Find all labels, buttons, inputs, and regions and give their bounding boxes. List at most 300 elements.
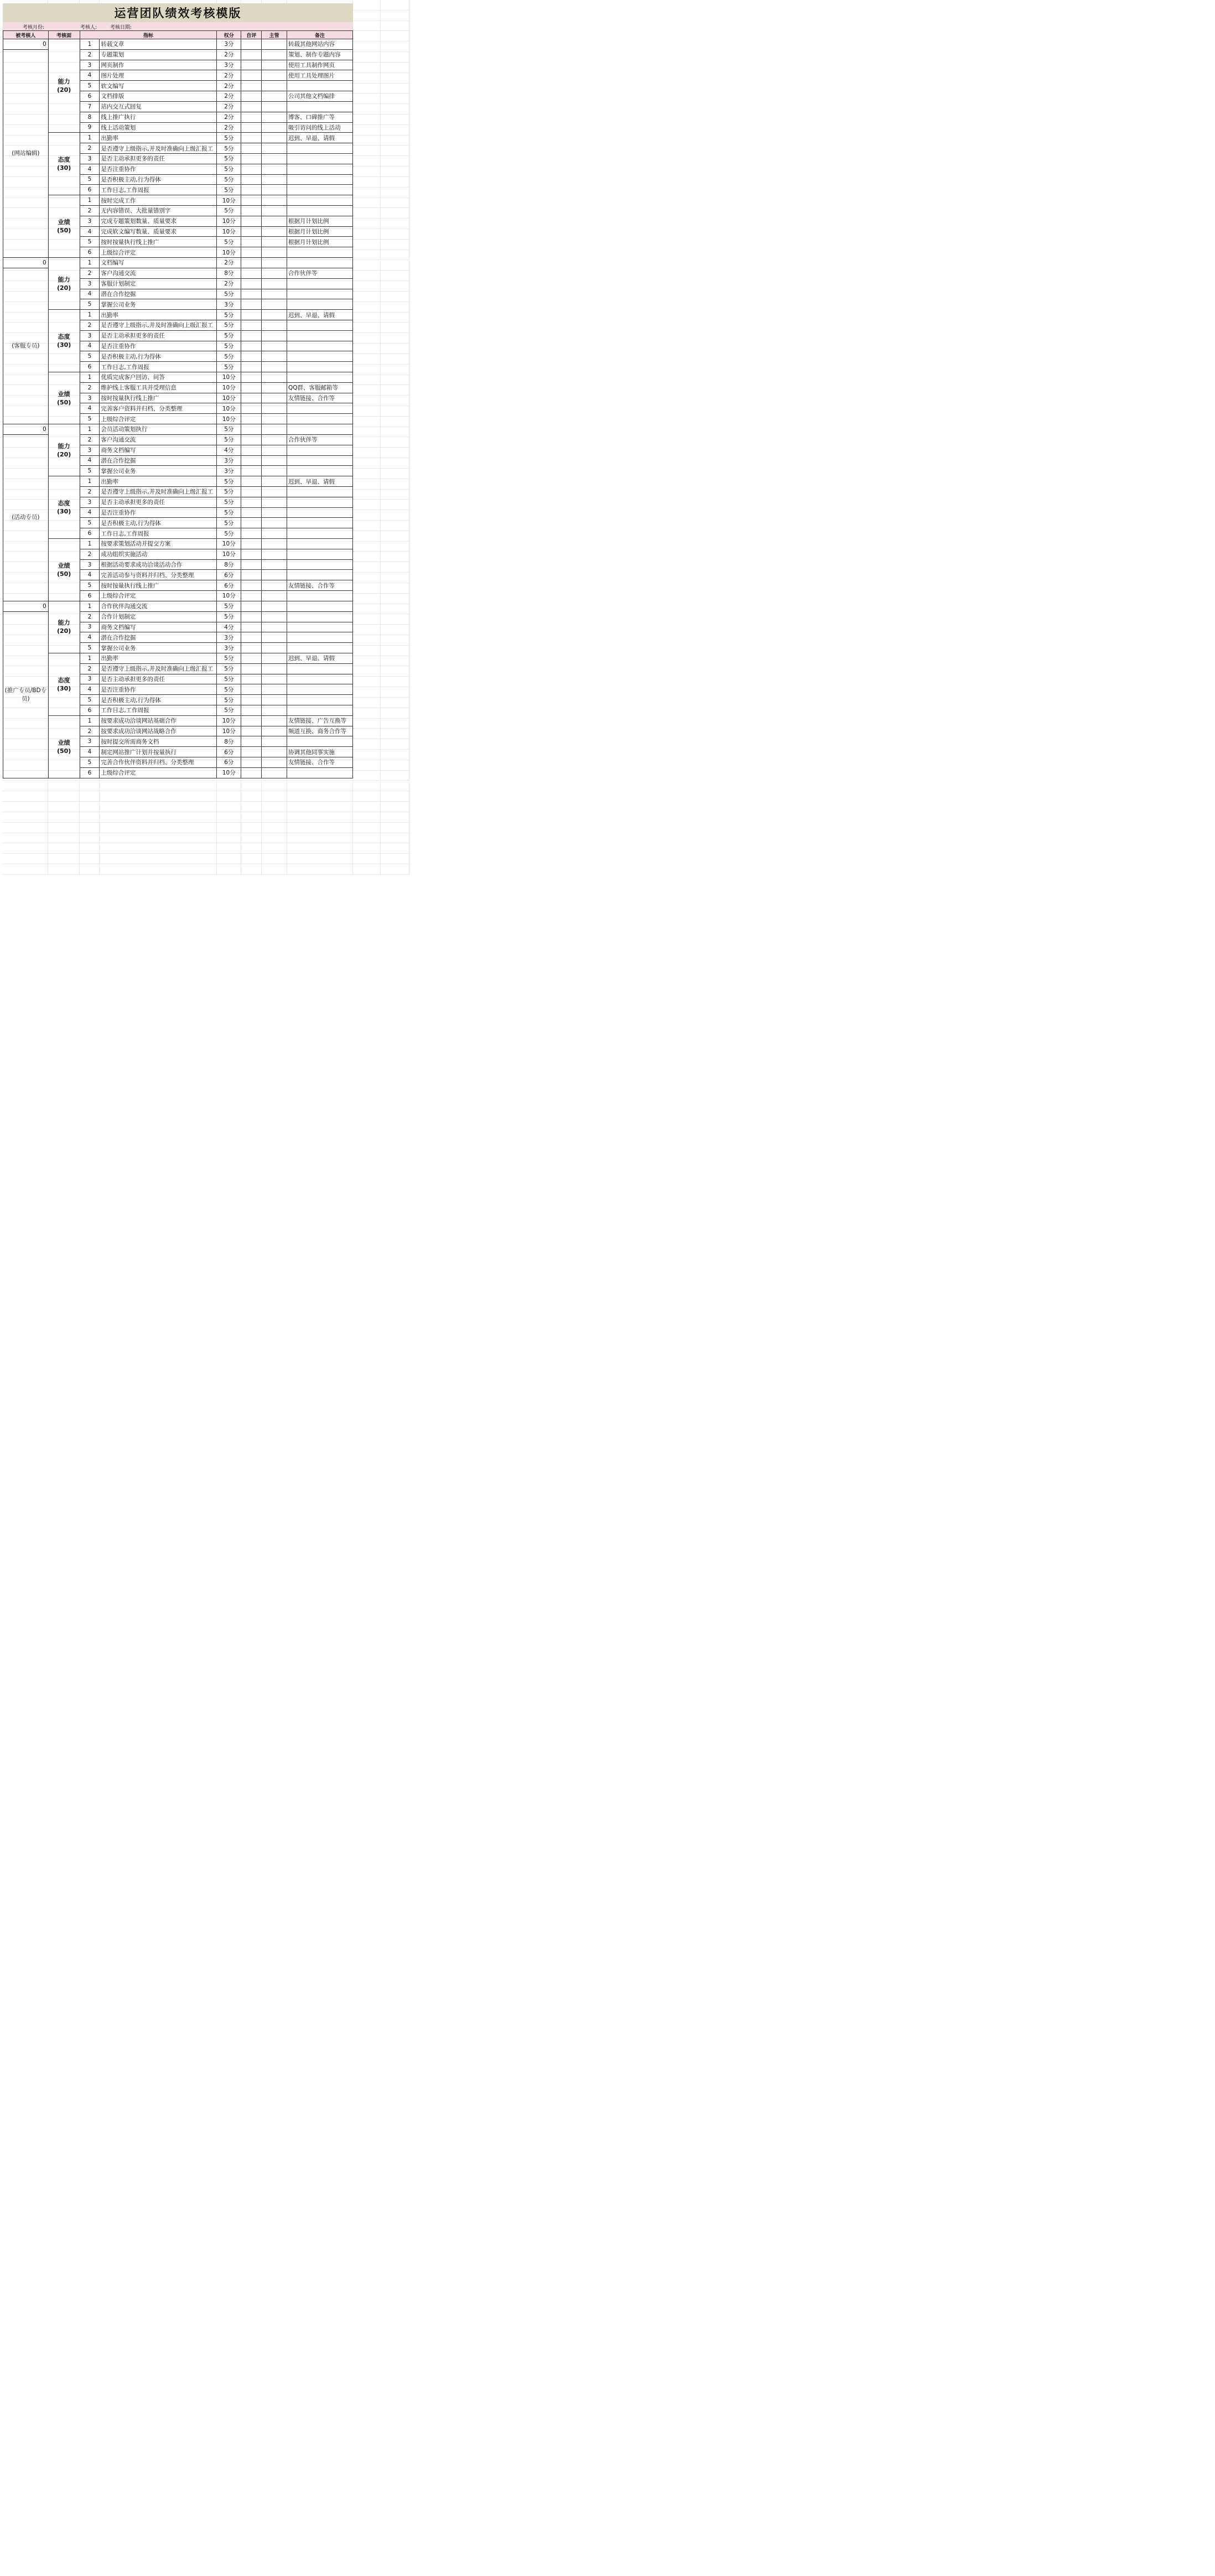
assessee-score[interactable]: 0 (3, 258, 49, 268)
supervisor-score-cell[interactable] (262, 195, 287, 206)
grid-cell[interactable] (381, 21, 409, 32)
grid-cell[interactable] (353, 385, 381, 396)
indicator-cell[interactable]: 客服计划制定 (100, 278, 217, 289)
grid-cell[interactable] (381, 708, 409, 719)
weight-cell[interactable]: 8分 (217, 559, 241, 570)
grid-cell[interactable] (353, 562, 381, 573)
item-number[interactable]: 2 (80, 206, 100, 216)
weight-cell[interactable]: 10分 (217, 549, 241, 559)
note-cell[interactable]: 使用工具制作网页 (287, 60, 353, 70)
weight-cell[interactable]: 2分 (217, 81, 241, 91)
self-score-cell[interactable] (241, 164, 262, 174)
self-score-cell[interactable] (241, 497, 262, 507)
grid-cell[interactable] (353, 41, 381, 52)
indicator-cell[interactable]: 客户沟通交流 (100, 268, 217, 278)
grid-cell[interactable] (381, 812, 409, 823)
weight-cell[interactable]: 5分 (217, 601, 241, 611)
item-number[interactable]: 7 (80, 101, 100, 112)
self-score-cell[interactable] (241, 351, 262, 362)
grid-cell[interactable] (353, 229, 381, 240)
grid-cell[interactable] (262, 781, 287, 792)
indicator-cell[interactable]: 掌握公司业务 (100, 299, 217, 310)
grid-cell[interactable] (217, 854, 241, 864)
indicator-cell[interactable]: 会员活动策划执行 (100, 424, 217, 435)
grid-cell[interactable] (100, 823, 217, 833)
self-score-cell[interactable] (241, 695, 262, 705)
grid-cell[interactable] (353, 21, 381, 32)
weight-cell[interactable]: 5分 (217, 653, 241, 663)
grid-cell[interactable] (241, 843, 262, 854)
weight-cell[interactable]: 8分 (217, 268, 241, 278)
grid-cell[interactable] (353, 823, 381, 833)
grid-cell[interactable] (381, 573, 409, 583)
item-number[interactable]: 1 (80, 39, 100, 50)
indicator-cell[interactable]: 合作伙伴沟通交流 (100, 601, 217, 611)
self-score-cell[interactable] (241, 112, 262, 122)
grid-cell[interactable] (381, 625, 409, 635)
self-score-cell[interactable] (241, 268, 262, 278)
supervisor-score-cell[interactable] (262, 341, 287, 351)
grid-cell[interactable] (262, 791, 287, 802)
grid-cell[interactable] (353, 833, 381, 844)
item-number[interactable]: 2 (80, 382, 100, 393)
note-cell[interactable]: 公司其他文档编排 (287, 91, 353, 102)
item-number[interactable]: 2 (80, 486, 100, 497)
indicator-cell[interactable]: 成功组织实施活动 (100, 549, 217, 559)
grid-cell[interactable] (287, 854, 353, 864)
weight-cell[interactable]: 5分 (217, 424, 241, 435)
indicator-cell[interactable]: 站内交互式回复 (100, 101, 217, 112)
indicator-cell[interactable]: 是否积极主动,行为得体 (100, 351, 217, 362)
grid-cell[interactable] (381, 479, 409, 490)
indicator-cell[interactable]: 图片处理 (100, 70, 217, 81)
grid-cell[interactable] (217, 833, 241, 844)
grid-cell[interactable] (381, 500, 409, 510)
supervisor-score-cell[interactable] (262, 747, 287, 757)
grid-cell[interactable] (381, 177, 409, 188)
indicator-cell[interactable]: 优质完成客户回访、问答 (100, 372, 217, 383)
indicator-cell[interactable]: 是否主动承担更多的责任 (100, 674, 217, 684)
weight-cell[interactable]: 5分 (217, 341, 241, 351)
self-score-cell[interactable] (241, 372, 262, 383)
item-number[interactable]: 3 (80, 674, 100, 684)
grid-cell[interactable] (381, 469, 409, 479)
supervisor-score-cell[interactable] (262, 351, 287, 362)
grid-cell[interactable] (353, 11, 381, 21)
note-cell[interactable] (287, 539, 353, 549)
grid-cell[interactable] (381, 115, 409, 125)
item-number[interactable]: 6 (80, 767, 100, 778)
item-number[interactable]: 2 (80, 549, 100, 559)
note-cell[interactable]: 迟到、早退、请假 (287, 653, 353, 663)
grid-cell[interactable] (80, 854, 100, 864)
weight-cell[interactable]: 10分 (217, 414, 241, 424)
item-number[interactable]: 3 (80, 559, 100, 570)
indicator-cell[interactable]: 专题策划 (100, 49, 217, 60)
indicator-cell[interactable]: 合作计划制定 (100, 611, 217, 622)
self-score-cell[interactable] (241, 518, 262, 528)
weight-cell[interactable]: 5分 (217, 528, 241, 539)
grid-cell[interactable] (381, 73, 409, 84)
grid-cell[interactable] (241, 781, 262, 792)
note-cell[interactable]: QQ群、客服邮箱等 (287, 382, 353, 393)
indicator-cell[interactable]: 无内容错误、大批量错别字 (100, 206, 217, 216)
supervisor-score-cell[interactable] (262, 695, 287, 705)
grid-cell[interactable] (353, 781, 381, 792)
grid-cell[interactable] (262, 843, 287, 854)
note-cell[interactable] (287, 695, 353, 705)
grid-cell[interactable] (353, 417, 381, 427)
grid-cell[interactable] (353, 167, 381, 177)
note-cell[interactable]: 根据月计划比例 (287, 226, 353, 237)
grid-cell[interactable] (381, 302, 409, 313)
grid-cell[interactable] (353, 313, 381, 323)
self-score-cell[interactable] (241, 101, 262, 112)
supervisor-score-cell[interactable] (262, 49, 287, 60)
weight-cell[interactable]: 2分 (217, 91, 241, 102)
weight-cell[interactable]: 3分 (217, 299, 241, 310)
item-number[interactable]: 3 (80, 330, 100, 341)
grid-cell[interactable] (217, 823, 241, 833)
weight-cell[interactable]: 3分 (217, 60, 241, 70)
indicator-cell[interactable]: 是否注重协作 (100, 684, 217, 695)
weight-cell[interactable]: 10分 (217, 591, 241, 601)
indicator-cell[interactable]: 完成软文编写数量、质量要求 (100, 226, 217, 237)
indicator-cell[interactable]: 文档编写 (100, 258, 217, 268)
self-score-cell[interactable] (241, 310, 262, 320)
item-number[interactable]: 4 (80, 507, 100, 518)
self-score-cell[interactable] (241, 611, 262, 622)
supervisor-score-cell[interactable] (262, 382, 287, 393)
grid-cell[interactable] (381, 94, 409, 104)
grid-cell[interactable] (381, 552, 409, 562)
note-cell[interactable] (287, 622, 353, 632)
weight-cell[interactable]: 2分 (217, 112, 241, 122)
grid-cell[interactable] (353, 292, 381, 302)
note-cell[interactable] (287, 174, 353, 185)
self-score-cell[interactable] (241, 143, 262, 154)
grid-cell[interactable] (381, 240, 409, 250)
grid-cell[interactable] (241, 802, 262, 812)
supervisor-score-cell[interactable] (262, 445, 287, 455)
grid-cell[interactable] (48, 791, 80, 802)
note-cell[interactable] (287, 414, 353, 424)
note-cell[interactable] (287, 549, 353, 559)
note-cell[interactable] (287, 684, 353, 695)
grid-cell[interactable] (353, 469, 381, 479)
supervisor-score-cell[interactable] (262, 684, 287, 695)
item-number[interactable]: 4 (80, 403, 100, 414)
assessee-score[interactable]: 0 (3, 39, 49, 50)
supervisor-score-cell[interactable] (262, 726, 287, 736)
self-score-cell[interactable] (241, 539, 262, 549)
weight-cell[interactable]: 5分 (217, 237, 241, 247)
grid-cell[interactable] (381, 146, 409, 156)
grid-cell[interactable] (381, 167, 409, 177)
self-score-cell[interactable] (241, 403, 262, 414)
self-score-cell[interactable] (241, 133, 262, 143)
grid-cell[interactable] (353, 302, 381, 313)
note-cell[interactable]: 吸引访问的线上活动 (287, 122, 353, 133)
grid-cell[interactable] (381, 198, 409, 209)
self-score-cell[interactable] (241, 237, 262, 247)
grid-cell[interactable] (381, 229, 409, 240)
item-number[interactable]: 2 (80, 320, 100, 330)
grid-cell[interactable] (217, 781, 241, 792)
indicator-cell[interactable]: 是否主动承担更多的责任 (100, 153, 217, 164)
note-cell[interactable]: 友情链接、广告互换等 (287, 715, 353, 726)
item-number[interactable]: 3 (80, 393, 100, 403)
indicator-cell[interactable]: 按时按量执行线上推广 (100, 237, 217, 247)
grid-cell[interactable] (353, 656, 381, 667)
grid-cell[interactable] (353, 375, 381, 386)
item-number[interactable]: 4 (80, 455, 100, 466)
note-cell[interactable] (287, 195, 353, 206)
weight-cell[interactable]: 10分 (217, 403, 241, 414)
item-number[interactable]: 6 (80, 362, 100, 372)
indicator-cell[interactable]: 上级综合评定 (100, 591, 217, 601)
indicator-cell[interactable]: 按时按量执行线上推广 (100, 393, 217, 403)
self-score-cell[interactable] (241, 362, 262, 372)
supervisor-score-cell[interactable] (262, 112, 287, 122)
supervisor-score-cell[interactable] (262, 591, 287, 601)
indicator-cell[interactable]: 按要求成功洽谈网站战略合作 (100, 726, 217, 736)
grid-cell[interactable] (217, 843, 241, 854)
grid-cell[interactable] (381, 365, 409, 375)
grid-cell[interactable] (262, 864, 287, 875)
indicator-cell[interactable]: 网页制作 (100, 60, 217, 70)
grid-cell[interactable] (353, 31, 381, 41)
self-score-cell[interactable] (241, 393, 262, 403)
grid-cell[interactable] (353, 271, 381, 281)
weight-cell[interactable]: 3分 (217, 39, 241, 50)
note-cell[interactable]: 友情链接、合作等 (287, 757, 353, 768)
grid-cell[interactable] (80, 812, 100, 823)
grid-cell[interactable] (381, 594, 409, 604)
supervisor-score-cell[interactable] (262, 705, 287, 716)
supervisor-score-cell[interactable] (262, 455, 287, 466)
grid-cell[interactable] (381, 271, 409, 281)
supervisor-score-cell[interactable] (262, 643, 287, 653)
item-number[interactable]: 3 (80, 445, 100, 455)
grid-cell[interactable] (381, 375, 409, 386)
assessee-name[interactable]: (客服专员) (3, 268, 49, 424)
grid-cell[interactable] (3, 812, 48, 823)
self-score-cell[interactable] (241, 216, 262, 226)
supervisor-score-cell[interactable] (262, 278, 287, 289)
assessee-name[interactable]: (推广专员/BD专员) (3, 611, 49, 778)
grid-cell[interactable] (353, 687, 381, 698)
self-score-cell[interactable] (241, 226, 262, 237)
item-number[interactable]: 4 (80, 341, 100, 351)
self-score-cell[interactable] (241, 466, 262, 476)
note-cell[interactable] (287, 570, 353, 580)
supervisor-score-cell[interactable] (262, 320, 287, 330)
grid-cell[interactable] (353, 0, 381, 11)
note-cell[interactable]: 策划、制作专题内容 (287, 49, 353, 60)
grid-cell[interactable] (217, 812, 241, 823)
supervisor-score-cell[interactable] (262, 185, 287, 195)
supervisor-score-cell[interactable] (262, 715, 287, 726)
grid-cell[interactable] (381, 281, 409, 292)
supervisor-score-cell[interactable] (262, 91, 287, 102)
weight-cell[interactable]: 10分 (217, 539, 241, 549)
grid-cell[interactable] (100, 791, 217, 802)
supervisor-score-cell[interactable] (262, 372, 287, 383)
grid-cell[interactable] (381, 521, 409, 531)
supervisor-score-cell[interactable] (262, 601, 287, 611)
grid-cell[interactable] (353, 344, 381, 354)
grid-cell[interactable] (80, 864, 100, 875)
assessee-name[interactable]: (活动专员) (3, 434, 49, 601)
grid-cell[interactable] (80, 823, 100, 833)
weight-cell[interactable]: 5分 (217, 705, 241, 716)
weight-cell[interactable]: 6分 (217, 580, 241, 591)
note-cell[interactable] (287, 591, 353, 601)
note-cell[interactable] (287, 611, 353, 622)
weight-cell[interactable]: 5分 (217, 164, 241, 174)
indicator-cell[interactable]: 完善合作伙伴资料并归档、分类整理 (100, 757, 217, 768)
grid-cell[interactable] (381, 781, 409, 792)
grid-cell[interactable] (353, 136, 381, 146)
grid-cell[interactable] (287, 843, 353, 854)
indicator-cell[interactable]: 掌握公司业务 (100, 643, 217, 653)
indicator-cell[interactable]: 完善客户资料并归档、分类整理 (100, 403, 217, 414)
self-score-cell[interactable] (241, 570, 262, 580)
weight-cell[interactable]: 5分 (217, 434, 241, 445)
item-number[interactable]: 1 (80, 424, 100, 435)
item-number[interactable]: 3 (80, 60, 100, 70)
supervisor-score-cell[interactable] (262, 507, 287, 518)
grid-cell[interactable] (381, 604, 409, 615)
grid-cell[interactable] (353, 864, 381, 875)
assessee-score[interactable]: 0 (3, 424, 49, 435)
grid-cell[interactable] (287, 812, 353, 823)
grid-cell[interactable] (80, 791, 100, 802)
grid-cell[interactable] (353, 365, 381, 375)
grid-cell[interactable] (353, 760, 381, 771)
note-cell[interactable]: 频道互换、商务合作等 (287, 726, 353, 736)
grid-cell[interactable] (48, 802, 80, 812)
supervisor-score-cell[interactable] (262, 518, 287, 528)
weight-cell[interactable]: 10分 (217, 372, 241, 383)
weight-cell[interactable]: 2分 (217, 122, 241, 133)
weight-cell[interactable]: 5分 (217, 185, 241, 195)
indicator-cell[interactable]: 是否注重协作 (100, 164, 217, 174)
note-cell[interactable] (287, 663, 353, 674)
indicator-cell[interactable]: 是否遵守上级指示,并及时准确向上级汇报工 (100, 663, 217, 674)
note-cell[interactable] (287, 559, 353, 570)
grid-cell[interactable] (381, 531, 409, 542)
note-cell[interactable] (287, 424, 353, 435)
note-cell[interactable] (287, 81, 353, 91)
indicator-cell[interactable]: 上级综合评定 (100, 767, 217, 778)
weight-cell[interactable]: 6分 (217, 757, 241, 768)
grid-cell[interactable] (100, 854, 217, 864)
grid-cell[interactable] (353, 625, 381, 635)
grid-cell[interactable] (241, 791, 262, 802)
indicator-cell[interactable]: 按要求策划活动并提交方案 (100, 539, 217, 549)
grid-cell[interactable] (381, 125, 409, 136)
self-score-cell[interactable] (241, 299, 262, 310)
weight-cell[interactable]: 10分 (217, 767, 241, 778)
item-number[interactable]: 6 (80, 91, 100, 102)
grid-cell[interactable] (353, 250, 381, 261)
grid-cell[interactable] (353, 490, 381, 500)
supervisor-score-cell[interactable] (262, 289, 287, 299)
note-cell[interactable]: 友情链接、合作等 (287, 580, 353, 591)
note-cell[interactable] (287, 143, 353, 154)
item-number[interactable]: 3 (80, 622, 100, 632)
grid-cell[interactable] (353, 115, 381, 125)
grid-cell[interactable] (353, 500, 381, 510)
supervisor-score-cell[interactable] (262, 559, 287, 570)
weight-cell[interactable]: 2分 (217, 101, 241, 112)
note-cell[interactable] (287, 185, 353, 195)
indicator-cell[interactable]: 是否遵守上级指示,并及时准确向上级汇报工 (100, 143, 217, 154)
indicator-cell[interactable]: 客户沟通交流 (100, 434, 217, 445)
note-cell[interactable] (287, 258, 353, 268)
note-cell[interactable] (287, 674, 353, 684)
note-cell[interactable]: 根据月计划比例 (287, 216, 353, 226)
indicator-cell[interactable]: 商务文档编写 (100, 622, 217, 632)
grid-cell[interactable] (353, 354, 381, 365)
item-number[interactable]: 2 (80, 611, 100, 622)
grid-cell[interactable] (353, 188, 381, 198)
grid-cell[interactable] (353, 333, 381, 344)
item-number[interactable]: 6 (80, 705, 100, 716)
grid-cell[interactable] (381, 760, 409, 771)
grid-cell[interactable] (353, 208, 381, 219)
note-cell[interactable]: 合作伙伴等 (287, 268, 353, 278)
indicator-cell[interactable]: 潜在合作挖掘 (100, 632, 217, 643)
weight-cell[interactable]: 5分 (217, 330, 241, 341)
self-score-cell[interactable] (241, 195, 262, 206)
grid-cell[interactable] (262, 823, 287, 833)
weight-cell[interactable]: 8分 (217, 736, 241, 747)
grid-cell[interactable] (353, 750, 381, 760)
supervisor-score-cell[interactable] (262, 330, 287, 341)
weight-cell[interactable]: 10分 (217, 393, 241, 403)
self-score-cell[interactable] (241, 424, 262, 435)
item-number[interactable]: 2 (80, 268, 100, 278)
grid-cell[interactable] (381, 323, 409, 333)
supervisor-score-cell[interactable] (262, 528, 287, 539)
item-number[interactable]: 6 (80, 591, 100, 601)
supervisor-score-cell[interactable] (262, 299, 287, 310)
note-cell[interactable] (287, 643, 353, 653)
note-cell[interactable] (287, 601, 353, 611)
grid-cell[interactable] (381, 208, 409, 219)
item-number[interactable]: 6 (80, 247, 100, 258)
self-score-cell[interactable] (241, 726, 262, 736)
item-number[interactable]: 5 (80, 299, 100, 310)
item-number[interactable]: 6 (80, 185, 100, 195)
grid-cell[interactable] (353, 708, 381, 719)
item-number[interactable]: 2 (80, 726, 100, 736)
self-score-cell[interactable] (241, 684, 262, 695)
grid-cell[interactable] (80, 843, 100, 854)
note-cell[interactable] (287, 362, 353, 372)
supervisor-score-cell[interactable] (262, 164, 287, 174)
grid-cell[interactable] (353, 323, 381, 333)
grid-cell[interactable] (48, 854, 80, 864)
weight-cell[interactable]: 10分 (217, 382, 241, 393)
grid-cell[interactable] (241, 854, 262, 864)
self-score-cell[interactable] (241, 767, 262, 778)
grid-cell[interactable] (353, 84, 381, 94)
weight-cell[interactable]: 5分 (217, 611, 241, 622)
